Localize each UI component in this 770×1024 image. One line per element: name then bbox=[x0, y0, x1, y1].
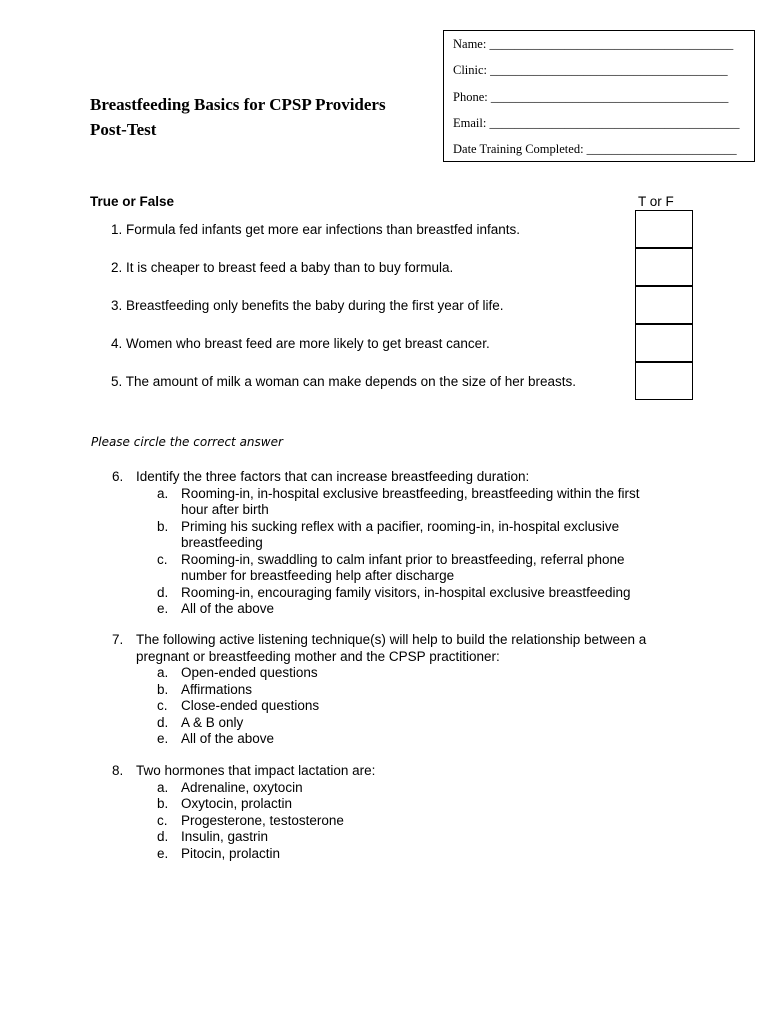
option-text: Pitocin, prolactin bbox=[181, 845, 281, 861]
question-text: The following active listening technique(s) will help to build the relationship between a pregnant or breastfeeding mother and the CPSP practitioner: bbox=[136, 632, 647, 664]
mc-question-7 bbox=[112, 632, 666, 748]
question-text: Identify the three factors that can increase breastfeeding duration: bbox=[136, 469, 530, 484]
option-letter: a. bbox=[157, 485, 169, 501]
option-letter: d. bbox=[157, 829, 169, 844]
option-c[interactable] bbox=[112, 698, 651, 715]
true-false-heading: True or False bbox=[90, 194, 175, 209]
document-title bbox=[90, 92, 386, 142]
option-b[interactable] bbox=[112, 682, 651, 699]
option-text: Close-ended questions bbox=[181, 698, 320, 713]
option-letter: e. bbox=[157, 731, 169, 746]
email-field[interactable]: Email: ________________________________________ bbox=[453, 115, 740, 130]
option-letter: e. bbox=[157, 601, 169, 616]
option-d[interactable] bbox=[112, 829, 651, 846]
option-text: Affirmations bbox=[181, 681, 253, 697]
option-b[interactable] bbox=[112, 796, 651, 813]
title-line-2: Post-Test bbox=[90, 120, 157, 139]
option-letter: d. bbox=[157, 714, 169, 730]
title-line-1: Breastfeeding Basics for CPSP Providers bbox=[90, 95, 386, 114]
option-text: Rooming-in, encouraging family visitors, in-hospital exclusive breastfeeding bbox=[181, 584, 631, 600]
option-letter: b. bbox=[157, 796, 169, 811]
question-number: 8. bbox=[112, 763, 124, 778]
option-d[interactable] bbox=[112, 715, 651, 732]
option-text: Open-ended questions bbox=[181, 665, 318, 680]
option-e[interactable] bbox=[112, 731, 651, 748]
option-text: A & B only bbox=[181, 714, 244, 730]
tf-answer-box-5[interactable] bbox=[635, 362, 693, 400]
tf-answer-box-3[interactable] bbox=[635, 286, 693, 324]
option-text: All of the above bbox=[181, 731, 275, 746]
option-text: Priming his sucking reflex with a pacifier, rooming-in, in-hospital exclusive breastfeeding bbox=[181, 518, 620, 550]
mc-question-6 bbox=[112, 469, 666, 618]
clinic-field[interactable]: Clinic: ______________________________________ bbox=[453, 63, 728, 78]
option-letter: a. bbox=[157, 665, 169, 680]
option-a[interactable] bbox=[112, 486, 651, 519]
tf-question-1: 1. Formula fed infants get more ear infections than breastfed infants. bbox=[111, 222, 520, 237]
option-text: Progesterone, testosterone bbox=[181, 812, 344, 828]
option-letter: b. bbox=[157, 518, 169, 534]
option-b[interactable] bbox=[112, 519, 651, 552]
tf-answer-box-4[interactable] bbox=[635, 324, 693, 362]
option-d[interactable] bbox=[112, 585, 651, 602]
option-text: All of the above bbox=[181, 601, 275, 616]
option-text: Rooming-in, swaddling to calm infant prior to breastfeeding, referral phone number for breastfeeding help after discharge bbox=[181, 551, 625, 583]
option-letter: c. bbox=[157, 551, 168, 567]
option-letter: c. bbox=[157, 812, 168, 828]
option-e[interactable] bbox=[112, 846, 651, 863]
tf-question-4: 4. Women who breast feed are more likely to get breast cancer. bbox=[111, 336, 490, 351]
option-text: Adrenaline, oxytocin bbox=[181, 779, 303, 795]
option-text: Oxytocin, prolactin bbox=[181, 796, 293, 811]
participant-info-box bbox=[443, 30, 755, 162]
name-field[interactable]: Name: _______________________________________ bbox=[453, 37, 734, 51]
tf-question-3: 3. Breastfeeding only benefits the baby during the first year of life. bbox=[111, 298, 504, 313]
option-letter: a. bbox=[157, 779, 169, 795]
t-or-f-column-header: T or F bbox=[638, 194, 674, 209]
option-c[interactable] bbox=[112, 552, 651, 585]
option-a[interactable] bbox=[112, 665, 651, 682]
option-text: Rooming-in, in-hospital exclusive breastfeeding, breastfeeding within the first hour after birth bbox=[181, 485, 640, 517]
option-letter: b. bbox=[157, 681, 169, 697]
tf-answer-box-2[interactable] bbox=[635, 248, 693, 286]
multiple-choice-instruction: Please circle the correct answer bbox=[91, 435, 283, 449]
option-text: Insulin, gastrin bbox=[181, 829, 269, 844]
question-text: Two hormones that impact lactation are: bbox=[136, 763, 376, 778]
option-letter: c. bbox=[157, 698, 168, 713]
option-letter: d. bbox=[157, 584, 169, 600]
question-number: 7. bbox=[112, 632, 124, 647]
option-e[interactable] bbox=[112, 601, 651, 618]
phone-field[interactable]: Phone: ______________________________________ bbox=[453, 89, 729, 104]
date-completed-field[interactable]: Date Training Completed: ________________________ bbox=[453, 142, 737, 157]
tf-answer-box-1[interactable] bbox=[635, 210, 693, 248]
option-a[interactable] bbox=[112, 780, 651, 797]
mc-question-8 bbox=[112, 763, 666, 862]
option-letter: e. bbox=[157, 845, 169, 861]
tf-question-2: 2. It is cheaper to breast feed a baby than to buy formula. bbox=[111, 260, 454, 275]
option-c[interactable] bbox=[112, 813, 651, 830]
question-number: 6. bbox=[112, 469, 124, 484]
tf-question-5: 5. The amount of milk a woman can make depends on the size of her breasts. bbox=[111, 374, 577, 389]
